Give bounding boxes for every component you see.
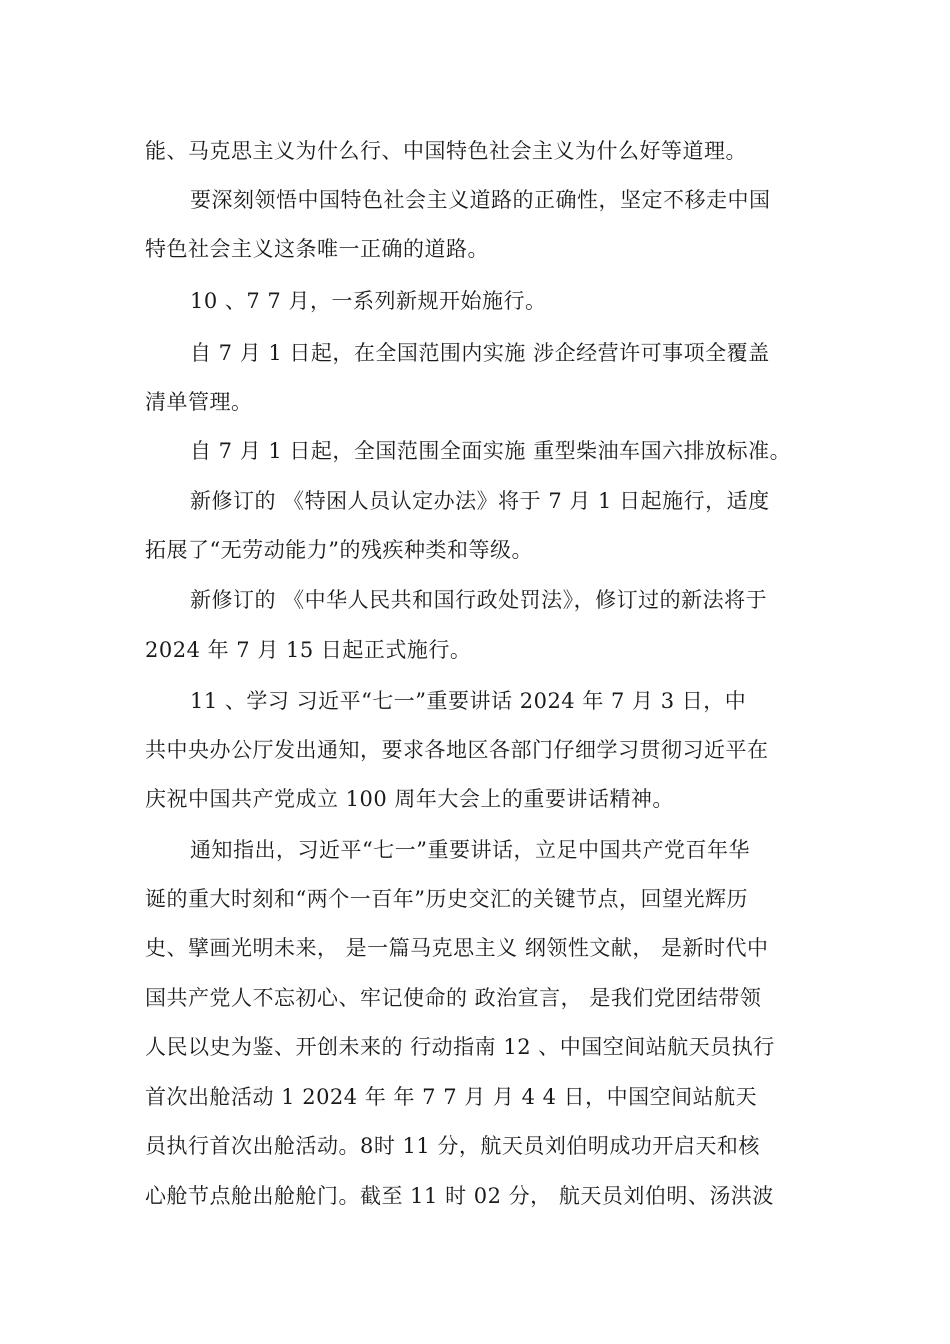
paragraph-first-line: 通知指出，习近平“七一”重要讲话，立足中国共产党百年华	[190, 838, 750, 862]
paragraph-first-line: 自 7 月 1 日起，在全国范围内实施 涉企经营许可事项全覆盖	[190, 341, 770, 365]
text-line: 国共产党人不忘初心、牢记使命的 政治宣言， 是我们党团结带领	[145, 986, 762, 1010]
text-line: 员执行首次出舱活动。8时 11 分，航天员刘伯明成功开启天和核	[145, 1134, 760, 1158]
text-line: 庆祝中国共产党成立 100 周年大会上的重要讲话精神。	[145, 787, 674, 811]
text-line: 人民以史为鉴、开创未来的 行动指南 12 、中国空间站航天员执行	[145, 1035, 775, 1059]
section-heading: 11 、学习 习近平“七一”重要讲话 2024 年 7 月 3 日，中	[190, 689, 747, 713]
text-line: 能、马克思主义为什么行、中国特色社会主义为什么好等道理。	[145, 139, 747, 163]
text-line: 共中央办公厅发出通知，要求各地区各部门仔细学习贯彻习近平在	[145, 738, 769, 762]
text-line: 清单管理。	[145, 390, 253, 414]
paragraph-first-line: 自 7 月 1 日起，全国范围全面实施 重型柴油车国六排放标准。	[190, 439, 792, 463]
paragraph-first-line: 要深刻领悟中国特色社会主义道路的正确性，坚定不移走中国	[190, 188, 771, 212]
text-line: 史、擘画光明未来， 是一篇马克思主义 纲领性文献， 是新时代中	[145, 936, 769, 960]
paragraph-first-line: 新修订的 《特困人员认定办法》将于 7 月 1 日起施行，适度	[190, 489, 770, 513]
section-heading: 10 、7 7 月，一系列新规开始施行。	[190, 289, 547, 313]
text-line: 特色社会主义这条唯一正确的道路。	[145, 237, 489, 261]
text-line: 拓展了“无劳动能力”的残疾种类和等级。	[145, 538, 533, 562]
text-line: 心舱节点舱出舱舱门。截至 11 时 02 分， 航天员刘伯明、汤洪波	[145, 1184, 774, 1208]
paragraph-first-line: 新修订的 《中华人民共和国行政处罚法》，修订过的新法将于	[190, 588, 768, 612]
text-line: 诞的重大时刻和“两个一百年”历史交汇的关键节点，回望光辉历	[145, 887, 748, 911]
text-line: 2024 年 7 月 15 日起正式施行。	[145, 638, 472, 662]
text-line: 首次出舱活动 1 2024 年 年 7 7 月 月 4 4 日，中国空间站航天	[145, 1085, 758, 1109]
